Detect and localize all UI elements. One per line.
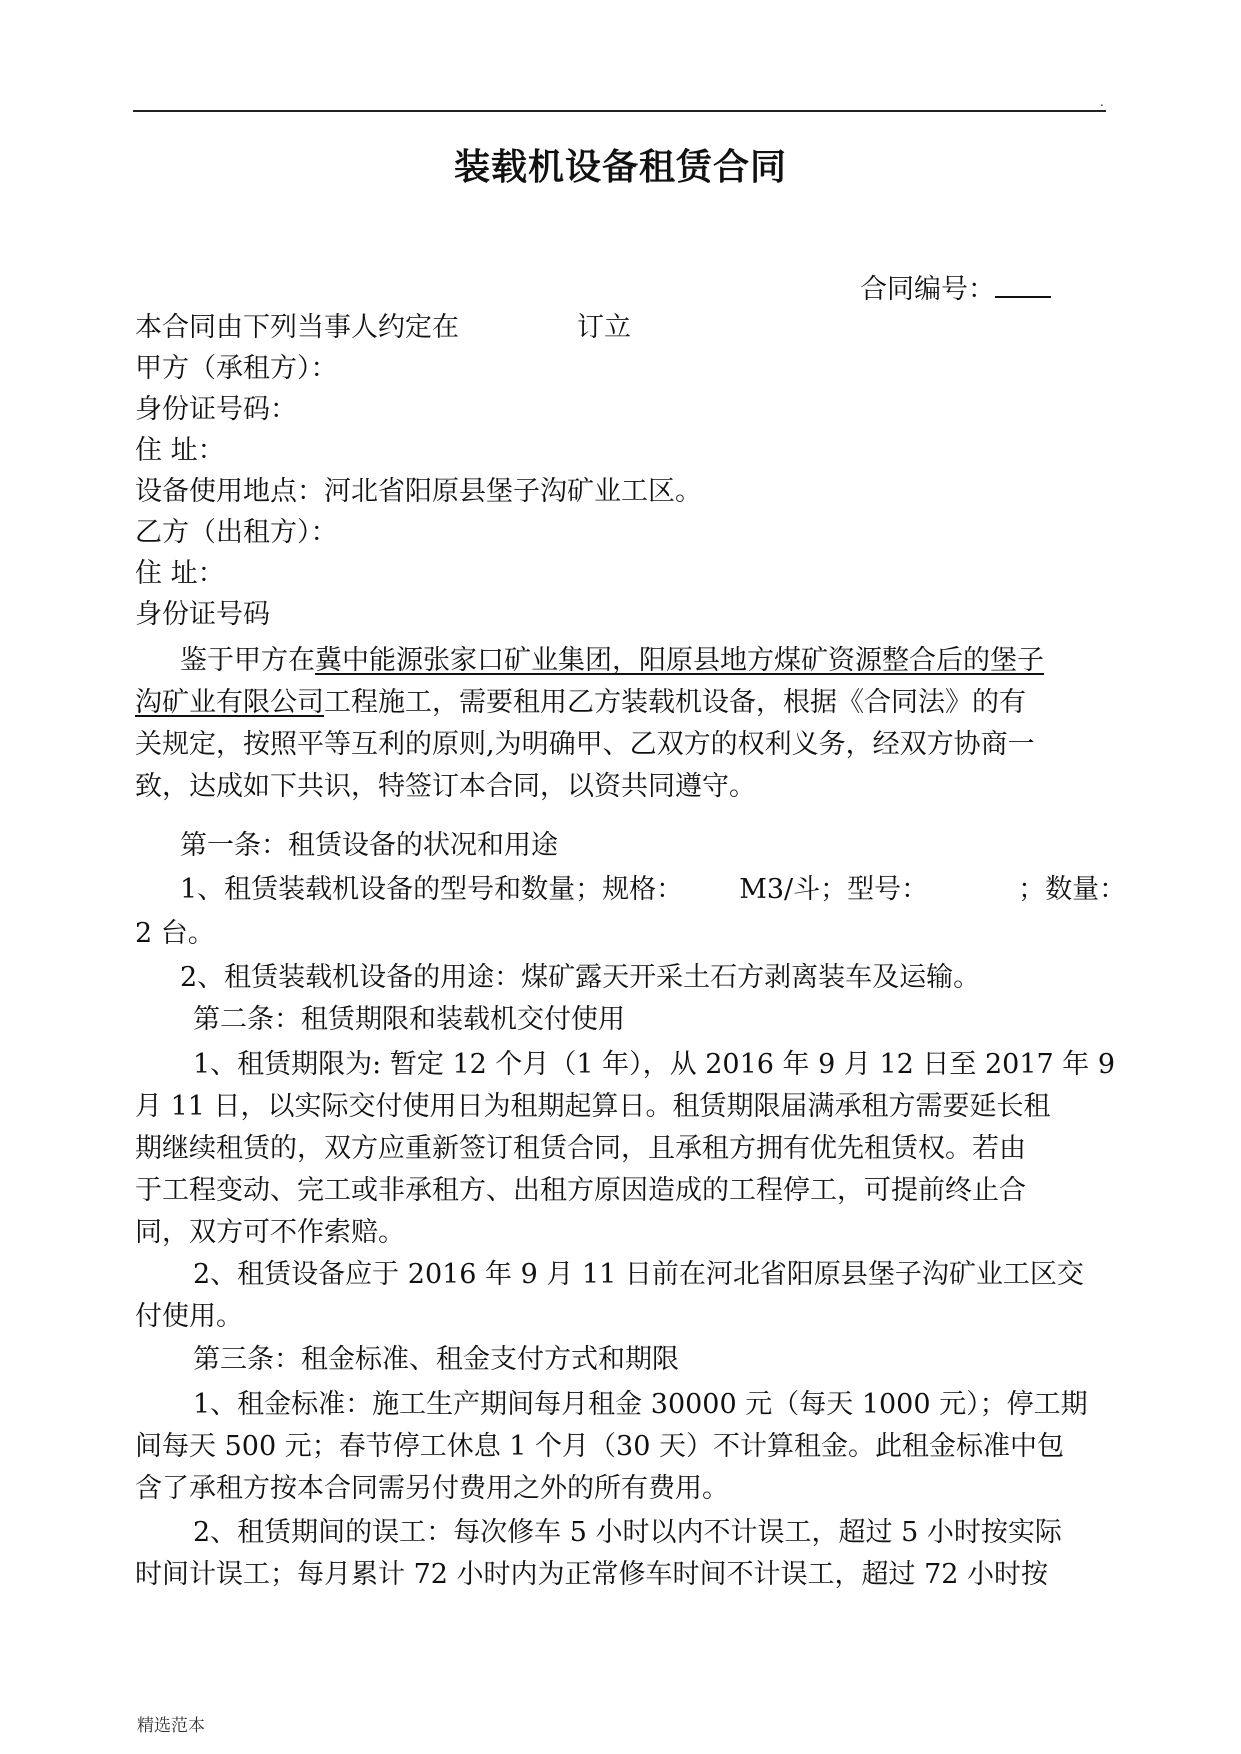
preamble-paragraph xyxy=(135,640,1103,808)
preamble-text: 鉴于甲方在 xyxy=(180,645,315,676)
preamble-row: 致，达成如下共识，特签订本合同，以资共同遵守。 xyxy=(135,771,756,802)
footer-label: 精选范本 xyxy=(137,1716,205,1736)
article-2-item-1 xyxy=(135,1044,1116,1254)
contract-number-blank[interactable] xyxy=(995,268,1051,298)
article-text-row: 时间计误工；每月累计 72 小时内为正常修车时间不计误工，超过 72 小时按 xyxy=(135,1559,1049,1590)
signing-intro-end: 订立 xyxy=(577,312,631,343)
party-a-label: 甲方（承租方）： xyxy=(135,353,338,384)
article-2-item-2 xyxy=(135,1254,1103,1338)
preamble-row xyxy=(135,682,1103,724)
article-text-row: 1、租金标准：施工生产期间每月租金 30000 元（每天 1000 元）；停工期 xyxy=(193,1389,1088,1420)
article-text-row: 付使用。 xyxy=(135,1301,243,1332)
spec-label: 1、租赁装载机设备的型号和数量；规格： xyxy=(180,874,684,905)
article-2-heading: 第二条：租赁期限和装载机交付使用 xyxy=(193,1004,625,1035)
article-text-row: 于工程变动、完工或非承租方、出租方原因造成的工程停工，可提前终止合 xyxy=(135,1175,1026,1206)
article-1-item-2: 2、租赁装载机设备的用途：煤矿露天开采土石方剥离装车及运输。 xyxy=(180,962,981,993)
article-3-item-1 xyxy=(135,1384,1103,1510)
equipment-location: 设备使用地点：河北省阳原县堡子沟矿业工区。 xyxy=(135,476,702,507)
party-a-address-label: 住 址： xyxy=(135,435,225,466)
article-1-item-1-continued: 2 台。 xyxy=(135,918,215,949)
contract-number-label: 合同编号： xyxy=(860,274,995,305)
party-b-label: 乙方（出租方）： xyxy=(135,517,338,548)
preamble-row xyxy=(135,640,1103,682)
article-1-item-1 xyxy=(180,870,1126,910)
quantity-label: ；数量： xyxy=(1018,874,1127,905)
article-1-heading: 第一条：租赁设备的状况和用途 xyxy=(180,830,558,861)
preamble-text: 工程施工，需要租用乙方装载机设备，根据《合同法》的有 xyxy=(324,687,1026,718)
signing-location-line xyxy=(135,308,631,348)
document-title: 装载机设备租赁合同 xyxy=(453,147,787,188)
party-b-id-label: 身份证号码 xyxy=(135,599,270,630)
contract-number xyxy=(860,268,1051,310)
preamble-row: 关规定，按照平等互利的原则,为明确甲、乙双方的权利义务，经双方协商一 xyxy=(135,729,1035,760)
signing-intro: 本合同由下列当事人约定在 xyxy=(135,312,459,343)
header-rule xyxy=(133,110,1106,112)
article-3-item-2 xyxy=(135,1512,1103,1596)
article-text-row: 月 11 日，以实际交付使用日为租期起算日。租赁期限届满承租方需要延长租 xyxy=(135,1091,1051,1122)
header-mark: . xyxy=(1100,95,1104,109)
article-text-row: 间每天 500 元；春节停工休息 1 个月（30 天）不计算租金。此租金标准中包 xyxy=(135,1431,1064,1462)
preamble-underlined-company: 沟矿业有限公司 xyxy=(135,687,324,718)
article-text-row: 含了承租方按本合同需另付费用之外的所有费用。 xyxy=(135,1473,729,1504)
party-b-address-label: 住 址： xyxy=(135,558,225,589)
preamble-underlined-company: 冀中能源张家口矿业集团，阳原县地方煤矿资源整合后的堡子 xyxy=(315,645,1044,676)
article-text-row: 1、租赁期限为: 暂定 12 个月（1 年），从 2016 年 9 月 12 日至 2017 年 9 xyxy=(193,1049,1116,1080)
article-text-row: 期继续租赁的，双方应重新签订租赁合同，且承租方拥有优先租赁权。若由 xyxy=(135,1133,1026,1164)
article-text-row: 2、租赁设备应于 2016 年 9 月 11 日前在河北省阳原县堡子沟矿业工区交 xyxy=(193,1259,1084,1290)
model-label: M3/斗；型号： xyxy=(739,874,929,905)
article-text-row: 2、租赁期间的误工：每次修车 5 小时以内不计误工，超过 5 小时按实际 xyxy=(193,1517,1062,1548)
party-a-id-label: 身份证号码： xyxy=(135,394,297,425)
article-text-row: 同，双方可不作索赔。 xyxy=(135,1217,405,1248)
article-3-heading: 第三条：租金标准、租金支付方式和期限 xyxy=(193,1344,679,1375)
